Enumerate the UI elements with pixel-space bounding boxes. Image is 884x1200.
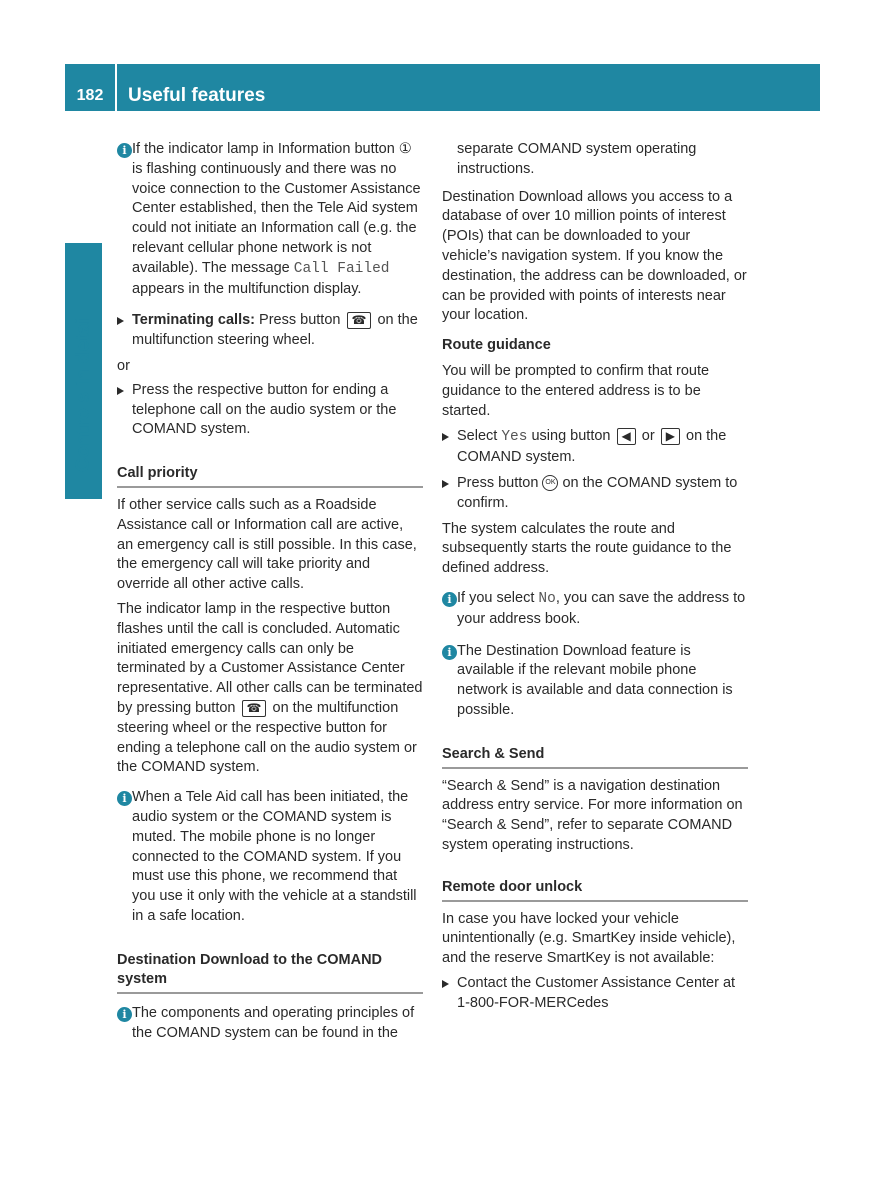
step-text: Contact the Customer Assistance Center at 1-800-FOR-MERCedes	[457, 974, 736, 1011]
note-text: If you select	[457, 589, 535, 606]
info-note	[442, 589, 748, 630]
body-paragraph: The system calculates the route and subsequently starts the route guidance to the defined address.	[442, 520, 732, 577]
phone-end-button-icon: ☎	[347, 312, 372, 329]
note-text: appears in the multifunction display.	[132, 280, 362, 297]
step-item	[442, 474, 748, 514]
phone-end-button-icon: ☎	[242, 700, 267, 717]
info-icon: i	[117, 1007, 132, 1022]
ok-button-icon: OK	[542, 475, 558, 491]
note-text: When a Tele Aid call has been initiated, the audio system or the COMAND system is muted. The mobile phone is no longer connected to the COMAND system. If you must use this phone, we recommend that you use it only with the vehicle at a standstill in a safe location.	[132, 789, 417, 924]
info-note	[117, 140, 423, 299]
info-icon: i	[442, 592, 457, 607]
info-note	[442, 642, 748, 721]
page-title: Useful features	[128, 85, 266, 106]
step-item	[117, 381, 423, 440]
info-icon: i	[117, 143, 132, 158]
section-heading: Remote door unlock	[442, 878, 748, 902]
paragraph-text: The indicator lamp in the respective button flashes until the call is concluded. Automatic initiated emergency calls can only be terminated by a Customer Assistance Center representative. All other calls can be terminated by pressing button	[117, 600, 423, 716]
step-item	[442, 974, 748, 1014]
step-text: on the COMAND system to confirm.	[457, 474, 738, 511]
page-number: 182	[76, 87, 104, 104]
page-header	[65, 64, 820, 111]
body-paragraph: You will be prompted to confirm that route guidance to the entered address is to be started.	[442, 362, 710, 419]
display-option: Yes	[501, 429, 528, 446]
bullet-triangle-icon	[117, 387, 124, 395]
info-icon: i	[442, 645, 457, 660]
or-text: or	[117, 357, 130, 374]
right-column	[442, 140, 748, 1019]
step-text: Press button	[259, 312, 341, 329]
body-paragraph: Destination Download allows you access to a database of over 10 million points of interest (POIs) that can be downloaded to your vehicle’s navigation system. If you know the destination, the address can be downloaded, or can be provided with points of interests near your location.	[442, 188, 747, 324]
note-text: The components and operating principles of the COMAND system can be found in the	[132, 1005, 415, 1042]
step-text: on the multifunction steering wheel.	[132, 312, 418, 349]
section-heading: Search & Send	[442, 745, 748, 769]
bullet-triangle-icon	[117, 317, 124, 325]
section-heading: Destination Download to the COMAND system	[117, 951, 423, 995]
note-text: The Destination Download feature is available if the relevant mobile phone network is available and data connection is possible.	[457, 642, 733, 718]
display-message: Call Failed	[293, 260, 390, 277]
info-note	[117, 788, 423, 927]
paragraph-text: on the multifunction steering wheel or the respective button for ending a telephone call on the audio system or the COMAND system.	[117, 699, 417, 776]
info-icon: i	[117, 791, 132, 806]
step-item	[442, 427, 748, 468]
step-label: Terminating calls:	[132, 312, 256, 329]
note-continuation: separate COMAND system operating instructions.	[457, 141, 697, 177]
left-arrow-button-icon: ◀	[617, 428, 636, 445]
header-divider	[115, 64, 117, 111]
section-heading: Call priority	[117, 464, 423, 488]
step-text: on the COMAND system.	[457, 428, 727, 466]
step-text: using button	[531, 428, 611, 445]
step-item	[117, 311, 423, 351]
left-column	[117, 140, 423, 1056]
right-arrow-button-icon: ▶	[661, 428, 680, 445]
info-note	[117, 1004, 423, 1044]
step-text: Select	[457, 428, 498, 445]
side-tab-label: Controls in detail	[72, 312, 94, 472]
body-paragraph: In case you have locked your vehicle unintentionally (e.g. SmartKey inside vehicle), and the reserve SmartKey is not available:	[442, 910, 736, 967]
subheading: Route guidance	[442, 337, 551, 354]
body-paragraph	[117, 600, 423, 778]
note-text: The message	[201, 259, 290, 276]
note-text: , you can save the address to your address book.	[457, 589, 746, 627]
note-text: If the indicator lamp in Information button ① is flashing continuously and there was no voice connection to the Customer Assistance Center established, then the Tele Aid system could not initiate an Information call (e.g. the relevant cellular phone network is not available).	[132, 141, 421, 276]
body-paragraph: If other service calls such as a Roadside Assistance call or Information call are active, an emergency call is still possible. In this case, the emergency call will take priority and override all other active calls.	[117, 496, 417, 593]
bullet-triangle-icon	[442, 980, 449, 988]
bullet-triangle-icon	[442, 480, 449, 488]
step-text: Press button	[457, 474, 539, 491]
step-text: or	[641, 428, 655, 445]
display-option: No	[538, 590, 556, 607]
bullet-triangle-icon	[442, 433, 449, 441]
body-paragraph: “Search & Send” is a navigation destination address entry service. For more information on “Search & Send”, refer to separate COMAND system operating instructions.	[442, 777, 743, 853]
step-text: Press the respective button for ending a telephone call on the audio system or the COMAND system.	[132, 381, 397, 438]
